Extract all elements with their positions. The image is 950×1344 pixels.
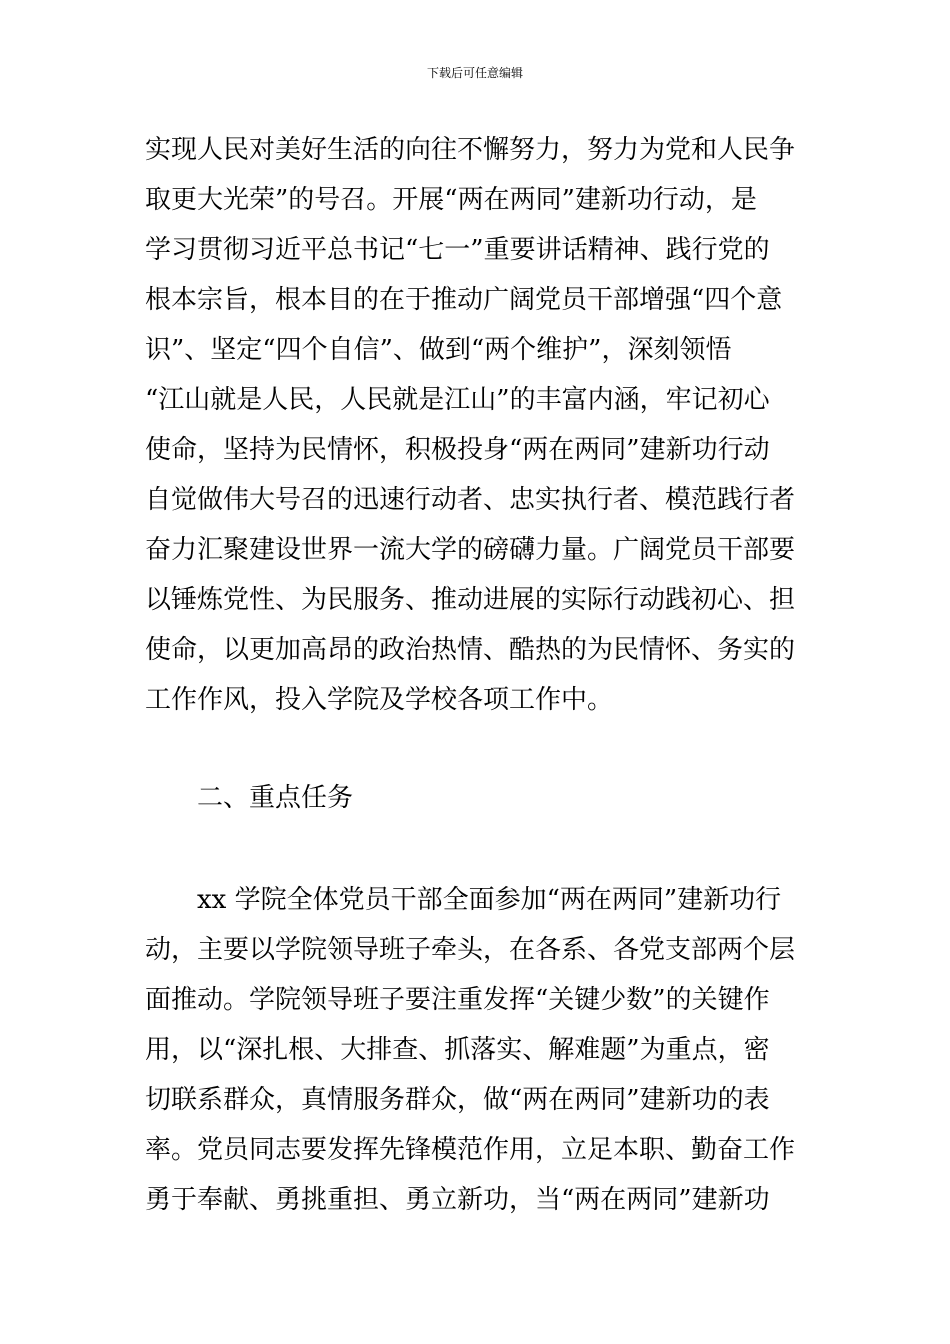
- document-body: [145, 125, 805, 1225]
- text-line: 取更大光荣”的号召。开展“两在两同”建新功行动，是: [145, 185, 757, 215]
- section-heading: 二、重点任务: [197, 783, 354, 813]
- text-line: xx 学院全体党员干部全面参加“两在两同”建新功行: [197, 885, 782, 915]
- text-line: 使命，以更加高昂的政治热情、酷热的为民情怀、务实的: [145, 635, 796, 665]
- text-line: 学习贯彻习近平总书记“七一”重要讲话精神、践行党的: [145, 235, 770, 265]
- text-line: 奋力汇聚建设世界一流大学的磅礴力量。广阔党员干部要: [145, 535, 796, 565]
- text-line: 率。党员同志要发挥先锋模范作用，立足本职、勤奋工作: [145, 1135, 796, 1165]
- text-line: 识”、坚定“四个自信”、做到“两个维护”，深刻领悟: [145, 335, 732, 365]
- text-line: 切联系群众，真情服务群众，做“两在两同”建新功的表: [145, 1085, 770, 1115]
- text-line: 以锤炼党性、为民服务、推动进展的实际行动践初心、担: [145, 585, 796, 615]
- page-header: 下载后可任意编辑: [426, 66, 523, 80]
- text-line: 用，以“深扎根、大排查、抓落实、解难题”为重点，密: [145, 1035, 770, 1065]
- text-line: 根本宗旨，根本目的在于推动广阔党员干部增强“四个意: [145, 285, 783, 315]
- text-line: “江山就是人民，人民就是江山”的丰富内涵，牢记初心: [145, 385, 770, 415]
- spacer: [145, 823, 805, 875]
- text-line: 使命，坚持为民情怀，积极投身“两在两同”建新功行动: [145, 435, 770, 465]
- text-line: 勇于奉献、勇挑重担、勇立新功，当“两在两同”建新功: [145, 1185, 770, 1215]
- text-line: 工作作风，投入学院及学校各项工作中。: [145, 685, 614, 715]
- text-line: 面推动。学院领导班子要注重发挥“关键少数”的关键作: [145, 985, 770, 1015]
- text-line: 实现人民对美好生活的向往不懈努力，努力为党和人民争: [145, 135, 796, 165]
- paragraph-1: [145, 125, 805, 725]
- paragraph-2: [145, 875, 805, 1225]
- spacer: [145, 725, 805, 773]
- text-line: 自觉做伟大号召的迅速行动者、忠实执行者、模范践行者: [145, 485, 796, 515]
- text-line: 动，主要以学院领导班子牵头，在各系、各党支部两个层: [145, 935, 796, 965]
